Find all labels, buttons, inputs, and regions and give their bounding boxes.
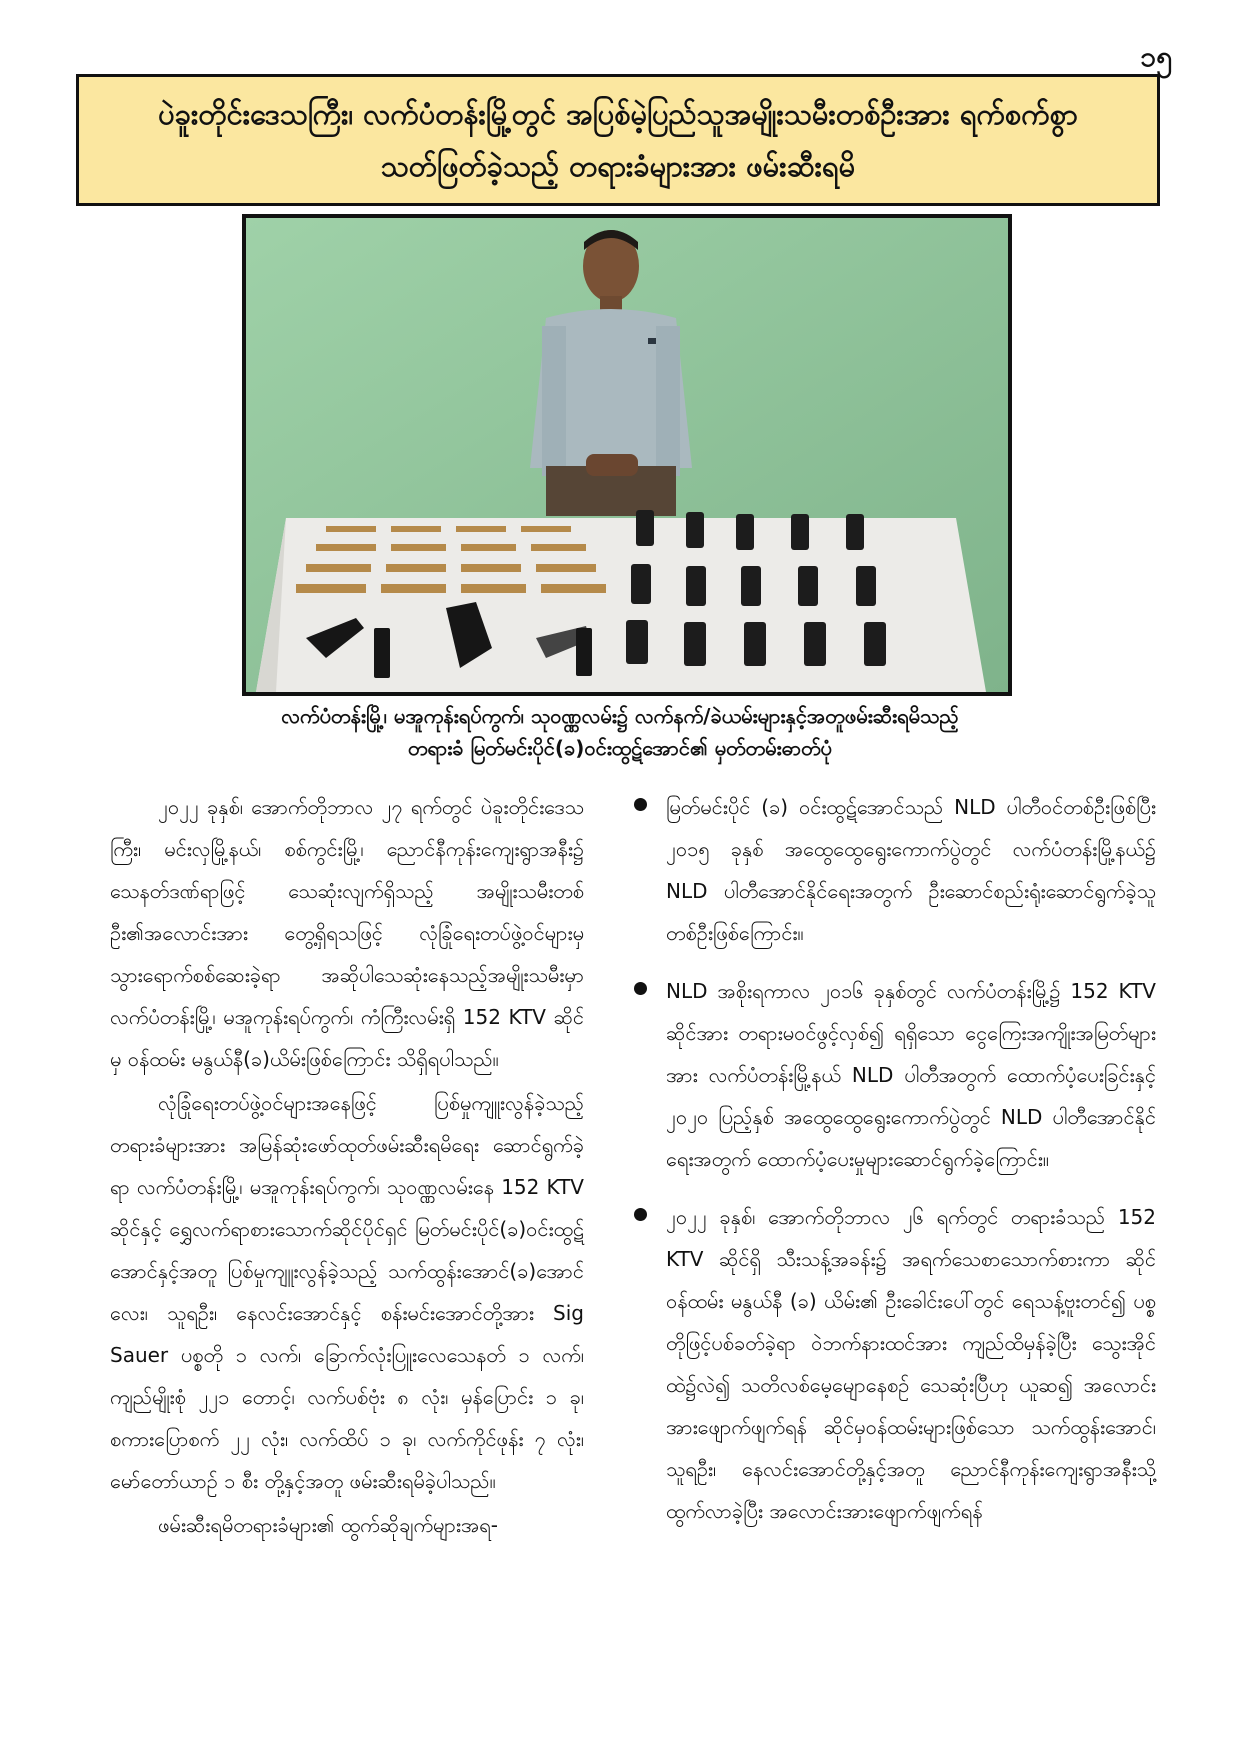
bullet-item [626, 786, 1156, 954]
photo-illustration [246, 218, 1008, 692]
page-number: ၁၅ [1140, 40, 1172, 73]
paragraph-2: လုံခြုံရေးတပ်ဖွဲ့ဝင်များအနေဖြင့် ပြစ်မှုကျူးလွန်ခဲ့သည့် တရားခံများအား အမြန်ဆုံးဖော်ထုတ်ဖမ်းဆီးရမိရေး ဆောင်ရွက်ခဲ့ရာ လက်ပံတန်းမြို့၊ မအူကုန်းရပ်ကွက်၊ သုဝဏ္ဏလမ်းနေ 152 KTV ဆိုင်နှင့် ရွှေလက်ရာစားသောက်ဆိုင်ပိုင်ရှင် မြတ်မင်းပိုင်(ခ)ဝင်းထွဋ်အောင်နှင့်အတူ ပြစ်မှုကျူးလွန်ခဲ့သည့် သက်ထွန်းအောင်(ခ)အောင်လေး၊ သူရဦး၊ နေလင်းအောင်နှင့် စန်းမင်းအောင်တို့အား Sig Sauer ပစ္စတို ၁ လက်၊ ခြောက်လုံးပြူးလေသေနတ် ၁ လက်၊ ကျည်မျိုးစုံ ၂၂၁ တောင့်၊ လက်ပစ်ဗုံး ၈ လုံး၊ မှန်ပြောင်း ၁ ခု၊ စကားပြောစက် ၂၂ လုံး၊ လက်ထိပ် ၁ ခု၊ လက်ကိုင်ဖုန်း ၇ လုံး၊ မော်တော်ယာဉ် ၁ စီး တို့နှင့်အတူ ဖမ်းဆီးရမိခဲ့ပါသည်။ [110, 1091, 584, 1493]
arrest-photo [242, 214, 1012, 696]
bullet-item [626, 1196, 1156, 1532]
left-column [110, 786, 584, 1546]
headline-line-2: သတ်ဖြတ်ခဲ့သည့် တရားခံများအား ဖမ်းဆီးရမိ [380, 149, 856, 183]
paragraph-1: ၂၀၂၂ ခုနှစ်၊ အောက်တိုဘာလ ၂၇ ရက်တွင် ပဲခူးတိုင်းဒေသကြီး၊ မင်းလှမြို့နယ်၊ စစ်ကွင်းမြို့၊ ညောင်နီကုန်းကျေးရွာအနီး၌ သေနတ်ဒဏ်ရာဖြင့် သေဆုံးလျက်ရှိသည့် အမျိုးသမီးတစ်ဦး၏အလောင်းအား တွေ့ရှိရသဖြင့် လုံခြုံရေးတပ်ဖွဲ့ဝင်များမှ သွားရောက်စစ်ဆေးခဲ့ရာ အဆိုပါသေဆုံးနေသည့်အမျိုးသမီးမှာ လက်ပံတန်းမြို့၊ မအူကုန်းရပ်ကွက်၊ ကံကြီးလမ်းရှိ 152 KTV ဆိုင်မှ ဝန်ထမ်း မနွယ်နီ(ခ)ယိမ်းဖြစ်ကြောင်း သိရှိရပါသည်။ [110, 795, 584, 1071]
bullet-item [626, 970, 1156, 1180]
bullet-icon [634, 798, 647, 811]
headline-line-1: ပဲခူးတိုင်းဒေသကြီး၊ လက်ပံတန်းမြို့တွင် အပြစ်မဲ့ပြည်သူအမျိုးသမီးတစ်ဦးအား ရက်စက်စွာ [158, 97, 1078, 131]
photo-caption [200, 700, 1040, 764]
bullet-icon [634, 1208, 647, 1221]
bullet-text: ၂၀၂၂ ခုနှစ်၊ အောက်တိုဘာလ ၂၆ ရက်တွင် တရားခံသည် 152 KTV ဆိုင်ရှိ သီးသန့်အခန်း၌ အရက်သေစာသောက်စားကာ ဆိုင်ဝန်ထမ်း မနွယ်နီ (ခ) ယိမ်း၏ ဦးခေါင်းပေါ်တွင် ရေသန့်ဗူးတင်၍ ပစ္စတိုဖြင့်ပစ်ခတ်ခဲ့ရာ ဝဲဘက်နားထင်အား ကျည်ထိမှန်ခဲ့ပြီး သွေးအိုင်ထဲ၌လဲ၍ သတိလစ်မေ့မျောနေစဉ် သေဆုံးပြီဟု ယူဆ၍ အလောင်းအားဖျောက်ဖျက်ရန် ဆိုင်မှဝန်ထမ်းများဖြစ်သော သက်ထွန်းအောင်၊ သူရဦး၊ နေလင်းအောင်တို့နှင့်အတူ ညောင်နီကုန်းကျေးရွာအနီးသို့ ထွက်လာခဲ့ပြီး အလောင်းအားဖျောက်ဖျက်ရန် [666, 1205, 1156, 1523]
right-column [626, 786, 1156, 1548]
caption-line-1: လက်ပံတန်းမြို့၊ မအူကုန်းရပ်ကွက်၊ သုဝဏ္ဏလမ်း၌ လက်နက်/ခဲယမ်းများနှင့်အတူဖမ်းဆီးရမိသည့် [281, 704, 959, 728]
bullet-icon [634, 982, 647, 995]
headline-box [76, 74, 1160, 206]
paragraph-3: ဖမ်းဆီးရမိတရားခံများ၏ ထွက်ဆိုချက်များအရ- [158, 1513, 498, 1537]
bullet-text: NLD အစိုးရကာလ ၂၀၁၆ ခုနှစ်တွင် လက်ပံတန်းမြို့၌ 152 KTV ဆိုင်အား တရားမဝင်ဖွင့်လှစ်၍ ရရှိသော ငွေကြေးအကျိုးအမြတ်များအား လက်ပံတန်းမြို့နယ် NLD ပါတီအတွက် ထောက်ပံ့ပေးခြင်းနှင့် ၂၀၂၀ ပြည့်နှစ် အထွေထွေရွေးကောက်ပွဲတွင် NLD ပါတီအောင်နိုင်ရေးအတွက် ထောက်ပံ့ပေးမှုများဆောင်ရွက်ခဲ့ကြောင်း။ [666, 979, 1156, 1171]
bullet-text: မြတ်မင်းပိုင် (ခ) ဝင်းထွဋ်အောင်သည် NLD ပါတီဝင်တစ်ဦးဖြစ်ပြီး ၂၀၁၅ ခုနှစ် အထွေထွေရွေးကောက်ပွဲတွင် လက်ပံတန်းမြို့နယ်၌ NLD ပါတီအောင်နိုင်ရေးအတွက် ဦးဆောင်စည်းရုံးဆောင်ရွက်ခဲ့သူတစ်ဦးဖြစ်ကြောင်း။ [666, 795, 1156, 945]
caption-line-2: တရားခံ မြတ်မင်းပိုင်(ခ)ဝင်းထွဋ်အောင်၏ မှတ်တမ်းဓာတ်ပုံ [408, 736, 832, 760]
